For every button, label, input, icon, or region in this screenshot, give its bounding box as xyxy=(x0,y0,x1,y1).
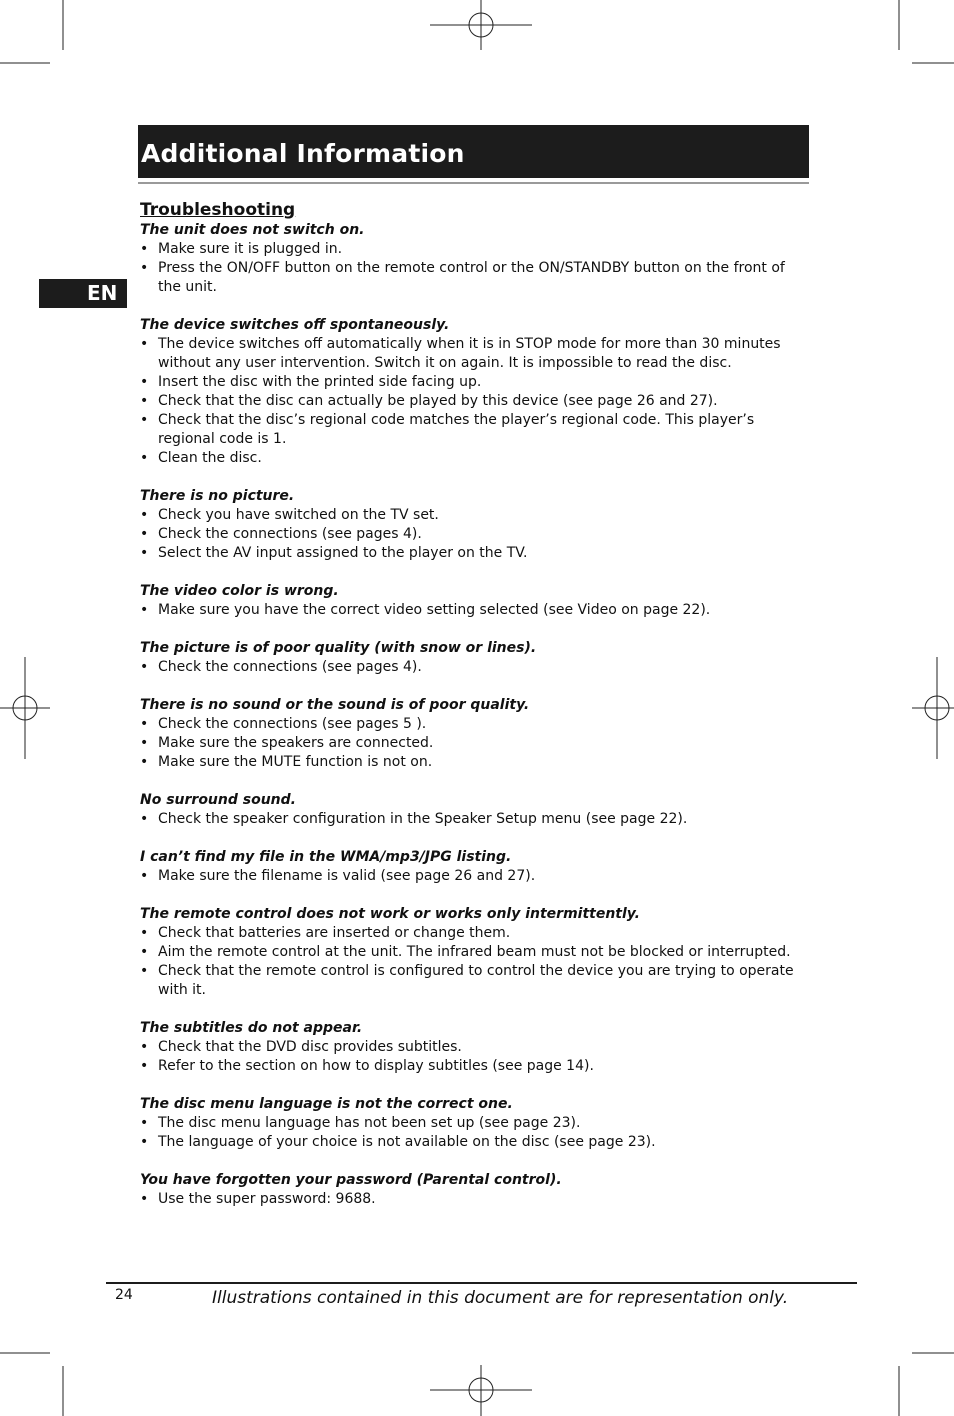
header-bar xyxy=(138,125,809,178)
solution-item: • Check the connections (see pages 4). xyxy=(140,658,808,677)
registration-mark-right xyxy=(912,657,954,759)
footer-note: Illustrations contained in this document are for representation only. xyxy=(212,1288,789,1308)
solution-item: • Make sure you have the correct video setting selected (see Video on page 22). xyxy=(140,601,808,620)
solution-item: • Check that batteries are inserted or change them. xyxy=(140,924,808,943)
trouble-block xyxy=(140,639,808,677)
trouble-question: The remote control does not work or works only intermittently. xyxy=(140,906,640,922)
registration-mark-left xyxy=(0,657,50,759)
solution-item: • Check that the disc’s regional code matches the player’s regional code. This player’s regional code is 1. xyxy=(140,411,808,449)
registration-mark-top xyxy=(430,0,532,50)
solution-list xyxy=(140,715,808,772)
troubleshooting-content xyxy=(140,199,808,1228)
solution-item: • Make sure the filename is valid (see page 26 and 27). xyxy=(140,867,808,886)
trouble-question: The picture is of poor quality (with snow or lines). xyxy=(140,640,537,656)
trouble-question: No surround sound. xyxy=(140,792,296,808)
solution-item: • The language of your choice is not available on the disc (see page 23). xyxy=(140,1133,808,1152)
solution-item: • Make sure the speakers are connected. xyxy=(140,734,808,753)
solution-list xyxy=(140,1038,808,1076)
solution-item: • The device switches off automatically when it is in STOP mode for more than 30 minutes without any user intervention. Switch it on again. It is impossible to read the disc. xyxy=(140,335,808,373)
trouble-block xyxy=(140,316,808,468)
page-title: Additional Information xyxy=(141,139,465,168)
solution-list xyxy=(140,1190,808,1209)
solution-list xyxy=(140,335,808,468)
troubleshooting-list xyxy=(140,221,808,1209)
solution-item: • Clean the disc. xyxy=(140,449,808,468)
solution-item: • Press the ON/OFF button on the remote control or the ON/STANDBY button on the front of the unit. xyxy=(140,259,808,297)
solution-list xyxy=(140,1114,808,1152)
solution-list xyxy=(140,240,808,297)
trouble-question: You have forgotten your password (Parental control). xyxy=(140,1172,562,1188)
language-tab: EN xyxy=(39,279,127,308)
trouble-question: There is no sound or the sound is of poor quality. xyxy=(140,697,530,713)
solution-item: • Check the connections (see pages 4). xyxy=(140,525,808,544)
trouble-block xyxy=(140,696,808,772)
trouble-block xyxy=(140,582,808,620)
solution-list xyxy=(140,810,808,829)
solution-item: • Use the super password: 9688. xyxy=(140,1190,808,1209)
trouble-question: I can’t find my file in the WMA/mp3/JPG listing. xyxy=(140,849,512,865)
trouble-block xyxy=(140,221,808,297)
solution-item: • Refer to the section on how to display subtitles (see page 14). xyxy=(140,1057,808,1076)
trouble-block xyxy=(140,1095,808,1152)
solution-item: • Make sure the MUTE function is not on. xyxy=(140,753,808,772)
trouble-question: The unit does not switch on. xyxy=(140,222,365,238)
solution-item: • Insert the disc with the printed side facing up. xyxy=(140,373,808,392)
solution-item: • Aim the remote control at the unit. The infrared beam must not be blocked or interrupted. xyxy=(140,943,808,962)
solution-item: • Check you have switched on the TV set. xyxy=(140,506,808,525)
solution-item: • The disc menu language has not been set up (see page 23). xyxy=(140,1114,808,1133)
trouble-block xyxy=(140,1019,808,1076)
trouble-question: There is no picture. xyxy=(140,488,295,504)
solution-item: • Check that the remote control is configured to control the device you are trying to operate with it. xyxy=(140,962,808,1000)
solution-list xyxy=(140,506,808,563)
section-title: Troubleshooting xyxy=(140,200,296,220)
solution-list xyxy=(140,924,808,1000)
trouble-block xyxy=(140,1171,808,1209)
registration-mark-bottom xyxy=(430,1365,532,1416)
solution-item: • Check that the DVD disc provides subtitles. xyxy=(140,1038,808,1057)
solution-item: • Make sure it is plugged in. xyxy=(140,240,808,259)
solution-list xyxy=(140,658,808,677)
trouble-question: The video color is wrong. xyxy=(140,583,339,599)
header-divider xyxy=(138,182,809,184)
trouble-block xyxy=(140,791,808,829)
solution-item: • Select the AV input assigned to the player on the TV. xyxy=(140,544,808,563)
solution-list xyxy=(140,601,808,620)
trouble-question: The device switches off spontaneously. xyxy=(140,317,450,333)
solution-list xyxy=(140,867,808,886)
page-number: 24 xyxy=(115,1287,133,1303)
solution-item: • Check that the disc can actually be played by this device (see page 26 and 27). xyxy=(140,392,808,411)
solution-item: • Check the speaker configuration in the Speaker Setup menu (see page 22). xyxy=(140,810,808,829)
solution-item: • Check the connections (see pages 5 ). xyxy=(140,715,808,734)
footer-divider xyxy=(106,1282,857,1284)
trouble-block xyxy=(140,487,808,563)
trouble-block xyxy=(140,848,808,886)
trouble-question: The disc menu language is not the correct one. xyxy=(140,1096,513,1112)
trouble-block xyxy=(140,905,808,1000)
trouble-question: The subtitles do not appear. xyxy=(140,1020,363,1036)
